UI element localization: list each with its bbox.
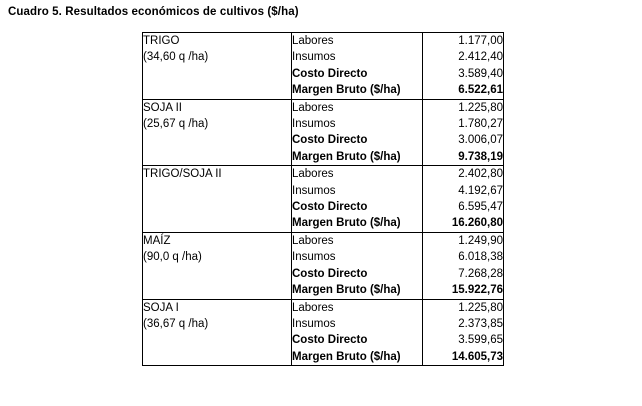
- concept-list-cell: [292, 33, 423, 100]
- crop-label-cell: [143, 33, 292, 100]
- crop-label-cell: [143, 99, 292, 166]
- concept-value: 2.373,85: [458, 317, 503, 330]
- crop-yield: (34,60 q /ha): [143, 51, 209, 64]
- value-list-cell: [423, 232, 504, 299]
- concept-value: 16.260,80: [451, 217, 503, 230]
- concept-label: Costo Directo: [292, 134, 368, 147]
- value-list-cell: [423, 99, 504, 166]
- concept-label: Costo Directo: [292, 201, 368, 214]
- concept-value: 1.249,90: [458, 234, 503, 247]
- concept-list-cell: [292, 99, 423, 166]
- crop-label-cell: [143, 166, 292, 233]
- crop-name: TRIGO: [143, 35, 180, 47]
- concept-label: Labores: [292, 301, 334, 314]
- concept-value: 3.589,40: [458, 67, 503, 80]
- concept-value: 1.780,27: [458, 118, 503, 131]
- concept-value: 1.225,80: [458, 301, 503, 314]
- crop-name: MAÍZ: [143, 234, 171, 247]
- concept-value: 6.522,61: [458, 84, 503, 97]
- concept-value: 6.018,38: [458, 251, 503, 264]
- economic-results-table-wrap: [142, 32, 503, 366]
- concept-list-cell: [292, 166, 423, 233]
- concept-label: Margen Bruto ($/ha): [292, 84, 401, 97]
- concept-value: 2.412,40: [458, 51, 503, 64]
- table-row: [143, 232, 504, 299]
- crop-yield: (90,0 q /ha): [143, 251, 202, 264]
- concept-label: Labores: [292, 168, 334, 181]
- concept-label: Costo Directo: [292, 67, 368, 80]
- economic-results-table: [142, 32, 504, 366]
- concept-value: 9.738,19: [458, 150, 503, 163]
- concept-value: 4.192,67: [458, 184, 503, 197]
- concept-label: Margen Bruto ($/ha): [292, 350, 401, 363]
- table-body: [143, 33, 504, 366]
- crop-name: SOJA I: [143, 301, 179, 314]
- concept-value: 14.605,73: [451, 350, 503, 363]
- concept-label: Costo Directo: [292, 334, 368, 347]
- concept-value: 1.177,00: [458, 35, 503, 47]
- table-row: [143, 299, 504, 366]
- table-row: [143, 33, 504, 100]
- concept-value: 6.595,47: [458, 201, 503, 214]
- crop-label-cell: [143, 232, 292, 299]
- concept-label: Insumos: [292, 317, 336, 330]
- concept-value: 7.268,28: [458, 267, 503, 280]
- concept-value: 3.599,65: [458, 334, 503, 347]
- value-list-cell: [423, 299, 504, 366]
- concept-label: Insumos: [292, 118, 336, 131]
- concept-value: 15.922,76: [451, 284, 503, 297]
- concept-label: Labores: [292, 234, 334, 247]
- concept-value: 3.006,07: [458, 134, 503, 147]
- table-row: [143, 166, 504, 233]
- crop-yield: (36,67 q /ha): [143, 317, 209, 330]
- crop-name: SOJA II: [143, 101, 182, 114]
- concept-list-cell: [292, 299, 423, 366]
- concept-label: Margen Bruto ($/ha): [292, 217, 401, 230]
- crop-yield: (25,67 q /ha): [143, 118, 209, 131]
- concept-label: Labores: [292, 35, 334, 47]
- concept-label: Labores: [292, 101, 334, 114]
- concept-value: 1.225,80: [458, 101, 503, 114]
- value-list-cell: [423, 166, 504, 233]
- table-caption: Cuadro 5. Resultados económicos de cultivos ($/ha): [8, 6, 299, 18]
- concept-label: Costo Directo: [292, 267, 368, 280]
- value-list-cell: [423, 33, 504, 100]
- crop-label-cell: [143, 299, 292, 366]
- table-row: [143, 99, 504, 166]
- crop-name: TRIGO/SOJA II: [143, 168, 222, 181]
- concept-label: Margen Bruto ($/ha): [292, 284, 401, 297]
- concept-label: Insumos: [292, 51, 336, 64]
- concept-label: Insumos: [292, 251, 336, 264]
- concept-list-cell: [292, 232, 423, 299]
- concept-value: 2.402,80: [458, 168, 503, 181]
- concept-label: Insumos: [292, 184, 336, 197]
- concept-label: Margen Bruto ($/ha): [292, 150, 401, 163]
